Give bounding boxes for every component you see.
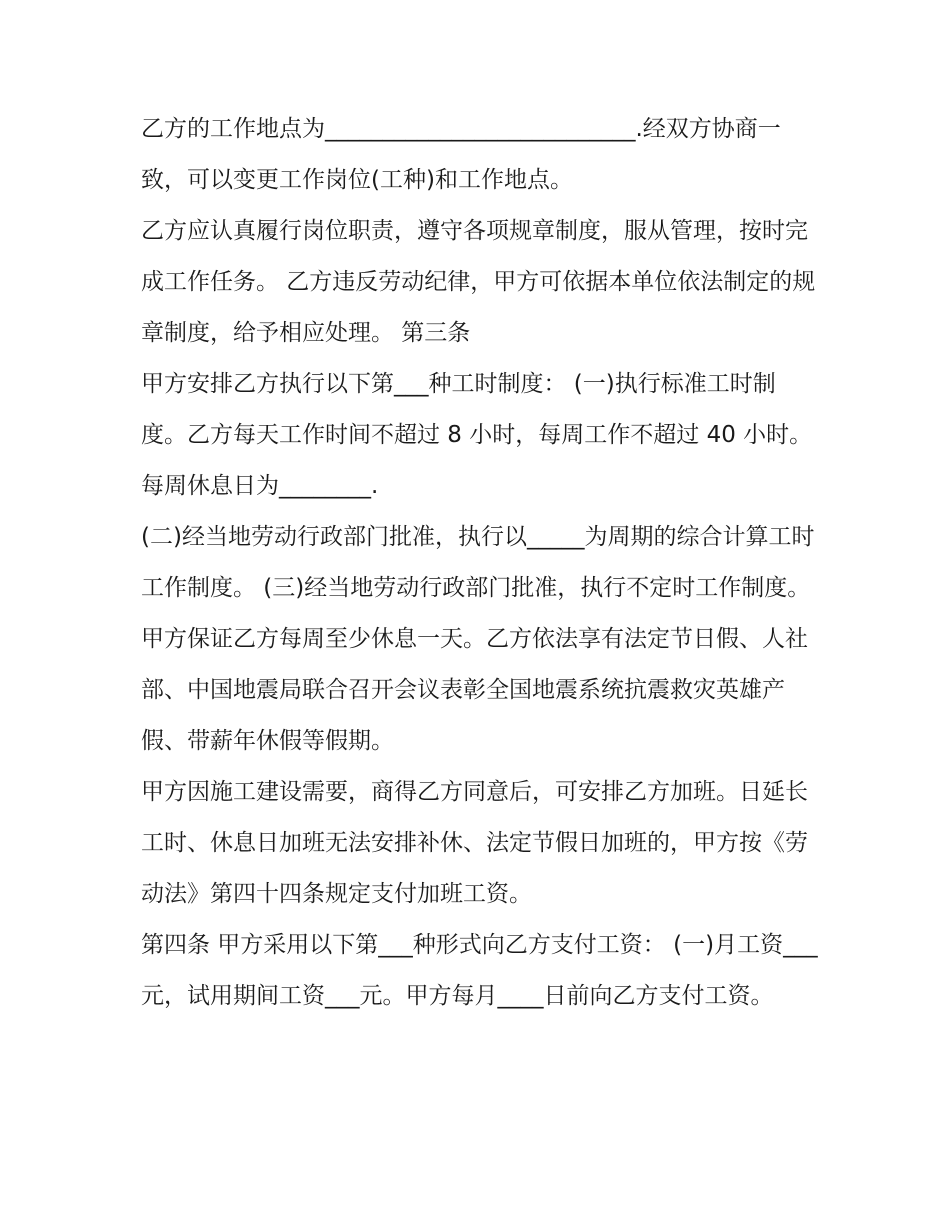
- paragraph-wage-payment: 第四条 甲方采用以下第___种形式向乙方支付工资： (一)月工资___元，试用期间工资___元。甲方每月____日前向乙方支付工资。: [141, 932, 818, 1009]
- paragraph-comprehensive-hours: (二)经当地劳动行政部门批准，执行以_____为周期的综合计算工时工作制度。 (三)经当地劳动行政部门批准，执行不定时工作制度。: [141, 524, 815, 601]
- paragraph-overtime: 甲方因施工建设需要，商得乙方同意后，可安排乙方加班。日延长工时、休息日加班无法安排补休、法定节假日加班的，甲方按《劳动法》第四十四条规定支付加班工资。: [141, 779, 808, 907]
- paragraph-working-hours: 甲方安排乙方执行以下第___种工时制度： (一)执行标准工时制度。乙方每天工作时间不超过 8 小时，每周工作不超过 40 小时。每周休息日为________.: [141, 371, 813, 499]
- paragraph-duties: 乙方应认真履行岗位职责，遵守各项规章制度，服从管理，按时完成工作任务。 乙方违反劳动纪律，甲方可依据本单位依法制定的规章制度，给予相应处理。 第三条: [141, 218, 816, 346]
- paragraph-work-location: 乙方的工作地点为___________________________.经双方协商一致，可以变更工作岗位(工种)和工作地点。: [141, 116, 781, 193]
- paragraph-rest-days: 甲方保证乙方每周至少休息一天。乙方依法享有法定节日假、人社部、中国地震局联合召开会议表彰全国地震系统抗震救灾英雄产假、带薪年休假等假期。: [141, 626, 808, 754]
- document-body: [141, 104, 821, 1022]
